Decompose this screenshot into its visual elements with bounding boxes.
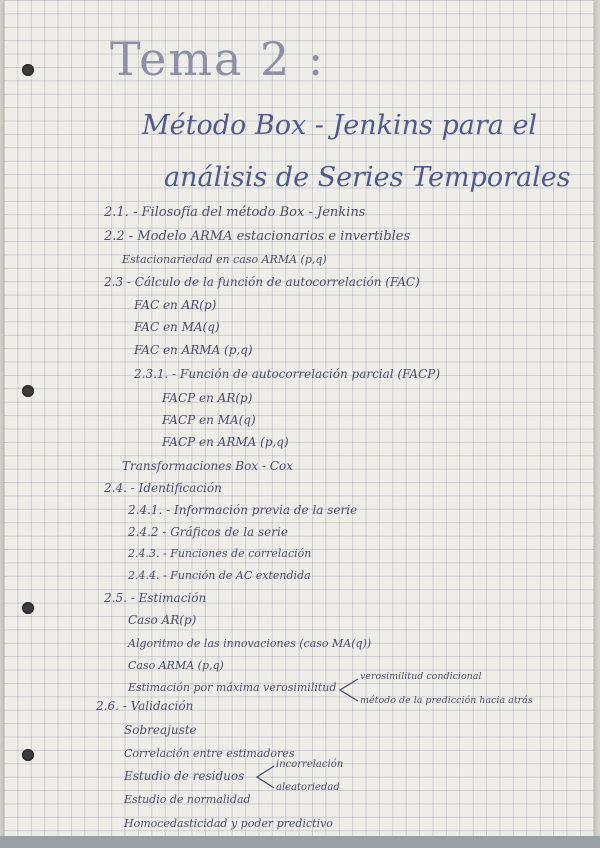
- item-max-verosimilitud: Estimación por máxima verosimilitud: [128, 681, 337, 694]
- item-sobreajuste: Sobreajuste: [124, 723, 197, 737]
- item-innovaciones: Algoritmo de las innovaciones (caso MA(q)): [128, 637, 372, 650]
- item-facp-arma: FACP en ARMA (p,q): [162, 435, 289, 449]
- section-2-3: 2.3 - Cálculo de la función de autocorrelación (FAC): [104, 275, 420, 289]
- item-incorrelacion: incorrelación: [276, 759, 344, 770]
- notebook-page: [4, 0, 594, 846]
- binder-hole: [22, 64, 34, 76]
- section-2-2: 2.2 - Modelo ARMA estacionarios e invertibles: [104, 229, 411, 244]
- section-2-3-1: 2.3.1. - Función de autocorrelación parcial (FACP): [134, 367, 441, 381]
- section-2-4-2: 2.4.2 - Gráficos de la serie: [128, 525, 288, 539]
- item-caso-ar: Caso AR(p): [128, 613, 197, 627]
- item-facp-ar: FACP en AR(p): [162, 391, 253, 405]
- brace-verosimilitud: [334, 675, 360, 705]
- brace-residuos: [252, 762, 276, 792]
- subtitle-line-1: Método Box - Jenkins para el: [142, 110, 538, 141]
- section-2-4-1: 2.4.1. - Información previa de la serie: [128, 503, 358, 517]
- background-surface: [0, 836, 600, 848]
- section-2-4-3: 2.4.3. - Funciones de correlación: [128, 547, 312, 560]
- item-prediccion-atras: método de la predicción hacia atrás: [360, 695, 533, 706]
- item-box-cox: Transformaciones Box - Cox: [122, 459, 293, 473]
- item-verosimilitud-condicional: verosimilitud condicional: [360, 671, 482, 682]
- item-facp-ma: FACP en MA(q): [162, 413, 256, 427]
- subtitle-line-2: análisis de Series Temporales: [164, 162, 571, 193]
- section-2-1: 2.1. - Filosofía del método Box - Jenkins: [104, 205, 366, 220]
- section-2-6: 2.6. - Validación: [96, 699, 194, 713]
- item-estacionariedad: Estacionariedad en caso ARMA (p,q): [122, 253, 327, 266]
- section-2-5: 2.5. - Estimación: [104, 591, 207, 605]
- item-estudio-residuos: Estudio de residuos: [124, 769, 245, 783]
- item-aleatoriedad: aleatoriedad: [276, 782, 340, 793]
- item-fac-ar: FAC en AR(p): [134, 298, 217, 312]
- item-homocedasticidad: Homocedasticidad y poder predictivo: [124, 817, 333, 830]
- item-fac-ma: FAC en MA(q): [134, 320, 220, 334]
- item-fac-arma: FAC en ARMA (p,q): [134, 343, 253, 357]
- binder-hole: [22, 602, 34, 614]
- section-2-4-4: 2.4.4. - Función de AC extendida: [128, 569, 311, 582]
- page-title: Tema 2 :: [110, 32, 326, 86]
- item-correlacion-estimadores: Correlación entre estimadores: [124, 747, 295, 760]
- item-caso-arma: Caso ARMA (p,q): [128, 659, 224, 672]
- binder-hole: [22, 749, 34, 761]
- binder-hole: [22, 385, 34, 397]
- section-2-4: 2.4. - Identificación: [104, 481, 222, 495]
- item-estudio-normalidad: Estudio de normalidad: [124, 793, 251, 806]
